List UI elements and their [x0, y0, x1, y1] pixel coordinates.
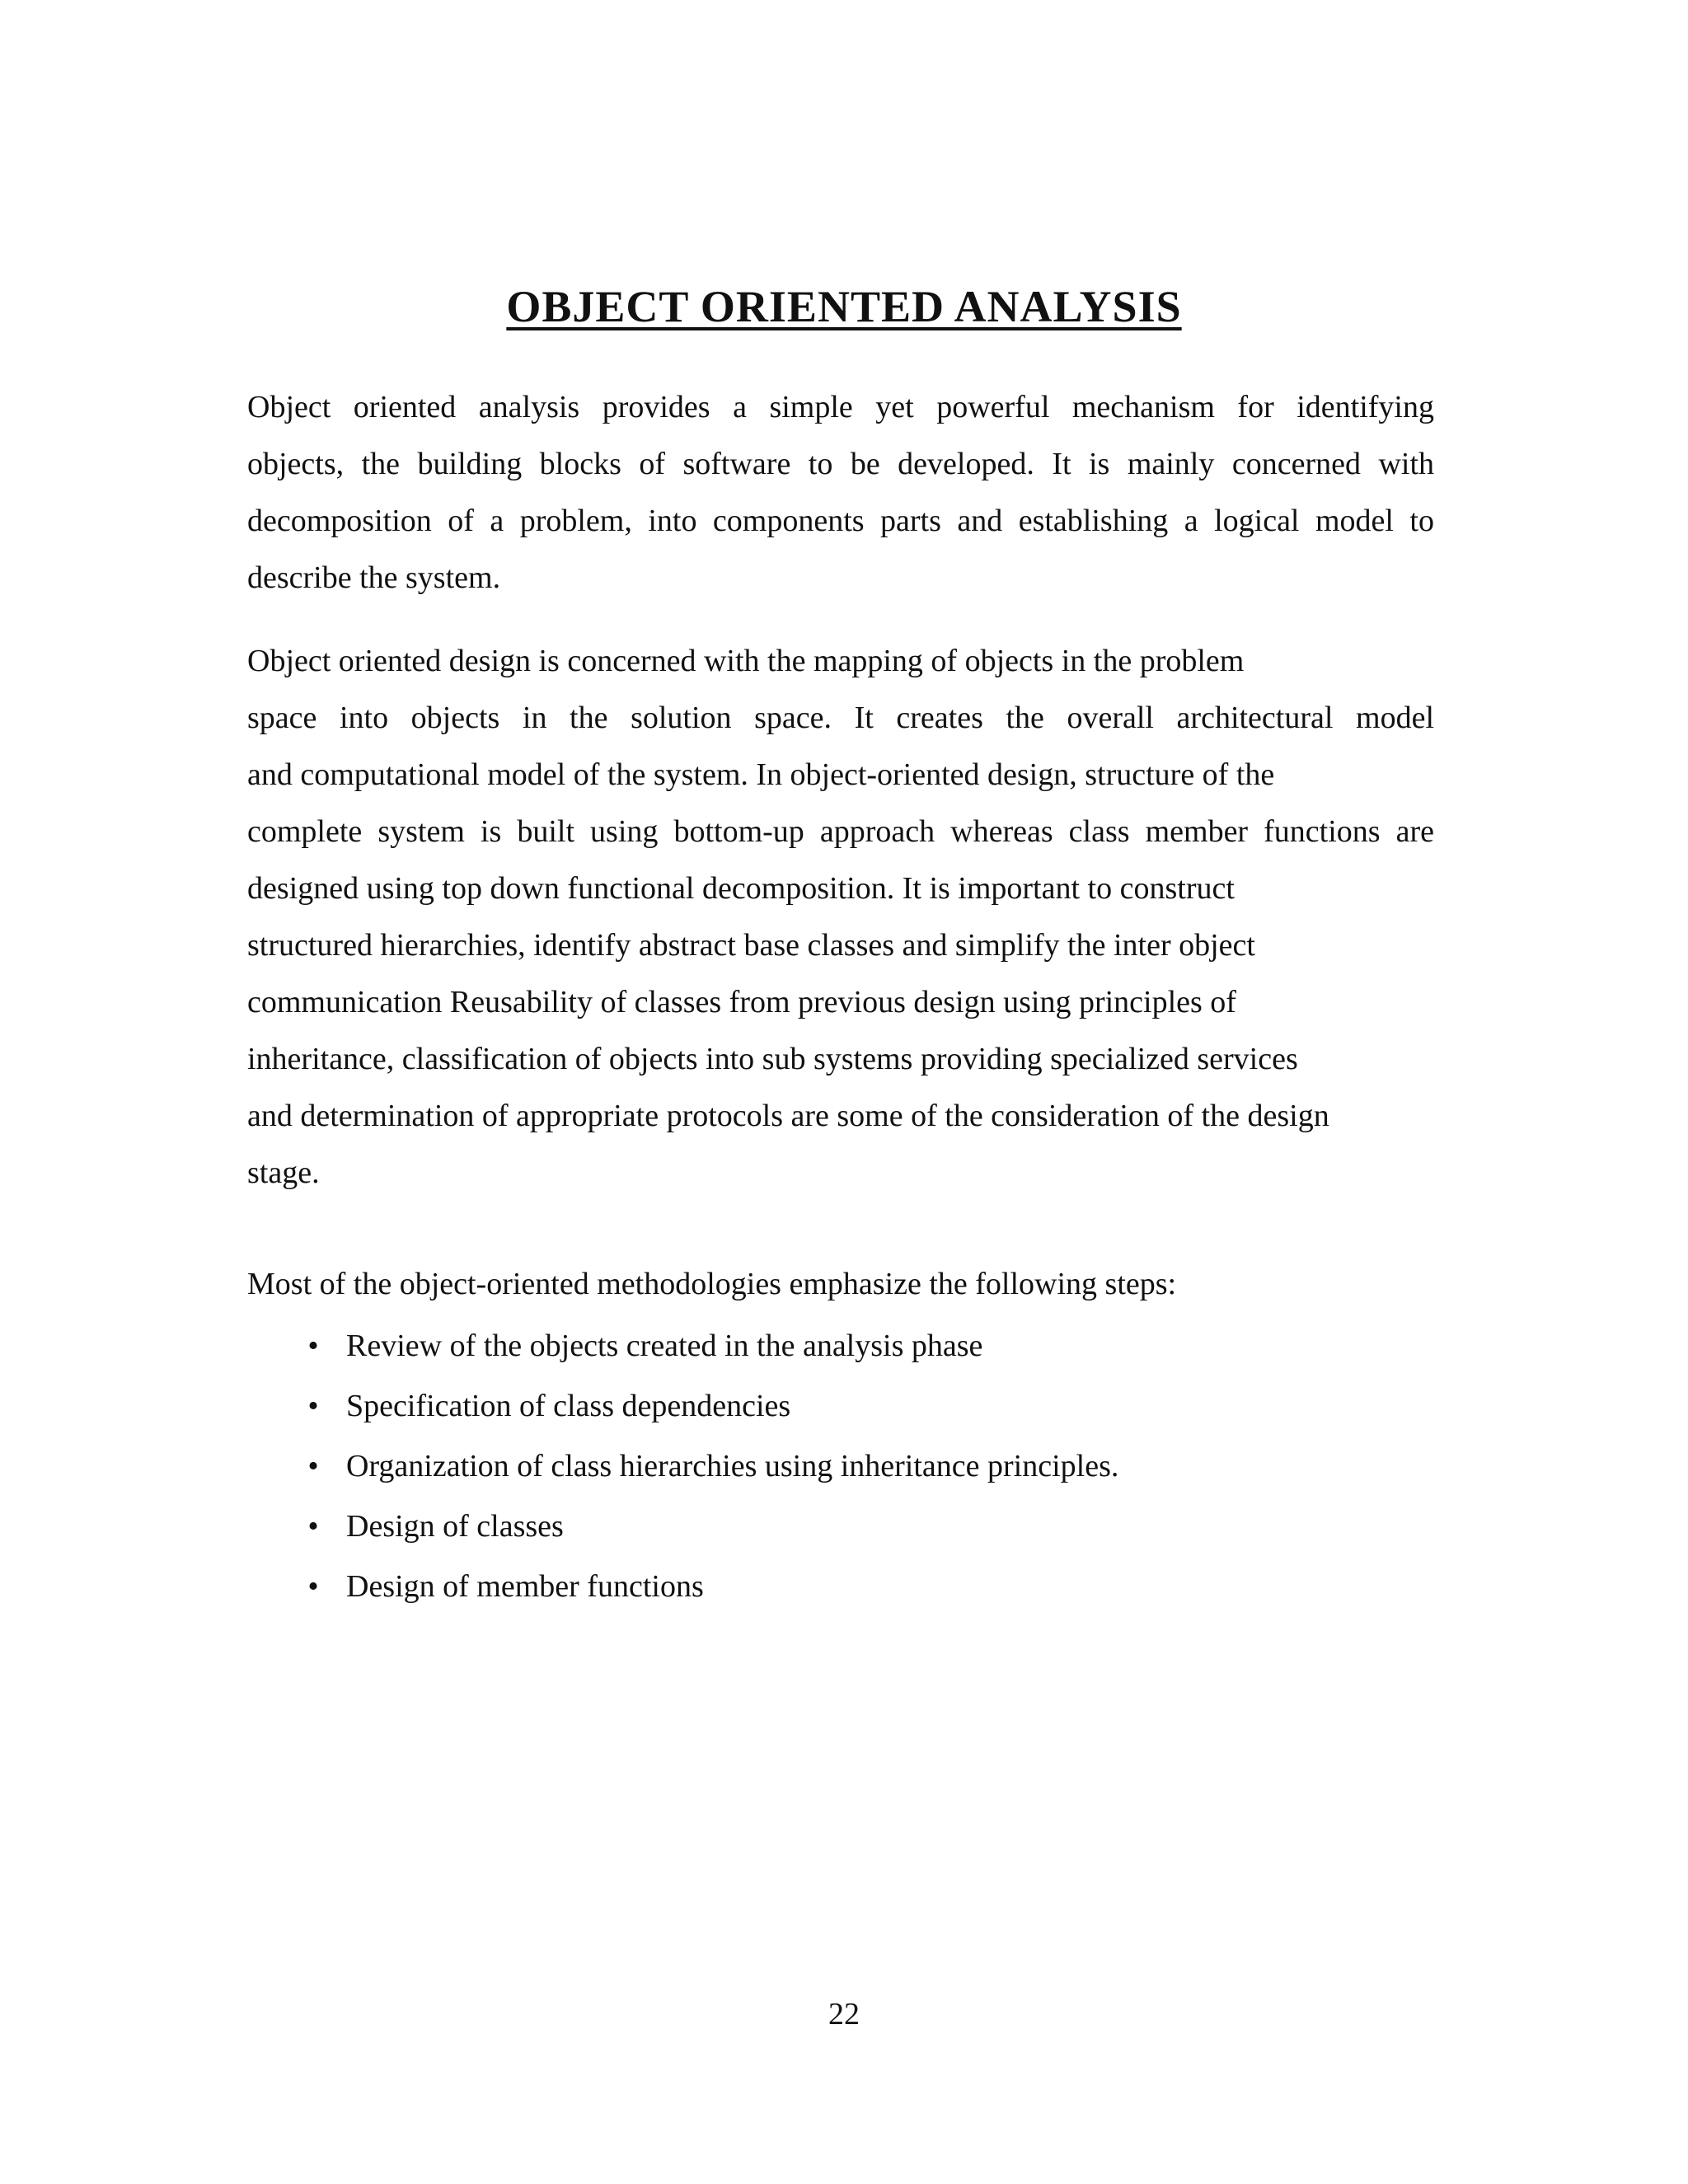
paragraph-line: and computational model of the system. In object-oriented design, structure of the [247, 757, 1275, 792]
steps-intro: Most of the object-oriented methodologies emphasize the following steps: [247, 1267, 1177, 1301]
bullet-icon: • [307, 1449, 319, 1483]
paragraph-line: designed using top down functional decomposition. It is important to construct [247, 871, 1235, 906]
bullet-icon: • [307, 1389, 319, 1423]
bullet-icon: • [307, 1509, 319, 1544]
list-item [247, 1436, 1118, 1497]
page-title [0, 280, 1688, 333]
paragraph-line: describe the system. [247, 560, 501, 595]
paragraph-line: and determination of appropriate protocols are some of the consideration of the design [247, 1099, 1329, 1133]
list-item-text: Specification of class dependencies [346, 1389, 791, 1423]
paragraph-line: Object oriented design is concerned with the mapping of objects in the problem [247, 644, 1245, 678]
list-item-text: Organization of class hierarchies using inheritance principles. [346, 1449, 1119, 1483]
paragraph-line: complete system is built using bottom-up approach whereas class member functions are [247, 814, 1434, 849]
paragraph-line: Object oriented analysis provides a simple yet powerful mechanism for identifying [247, 390, 1434, 424]
paragraph-line: inheritance, classification of objects into sub systems providing specialized services [247, 1042, 1298, 1076]
paragraph-line: objects, the building blocks of software to be developed. It is mainly concerned with [247, 447, 1434, 481]
bullet-icon: • [307, 1329, 319, 1363]
paragraph-object-oriented-analysis [247, 379, 1434, 607]
page-title-text: OBJECT ORIENTED ANALYSIS [506, 282, 1182, 331]
paragraph-line: decomposition of a problem, into components parts and establishing a logical model to [247, 504, 1434, 538]
bullet-icon: • [307, 1569, 319, 1604]
paragraph-object-oriented-design [247, 633, 1434, 1202]
list-item-text: Review of the objects created in the analysis phase [346, 1329, 983, 1363]
list-item [247, 1497, 1118, 1557]
list-item [247, 1376, 1118, 1436]
paragraph-line: stage. [247, 1155, 320, 1190]
list-item-text: Design of classes [346, 1509, 564, 1544]
paragraph-line: space into objects in the solution space. It creates the overall architectural model [247, 701, 1434, 735]
steps-list [247, 1316, 1118, 1617]
list-item [247, 1316, 1118, 1376]
list-item [247, 1557, 1118, 1617]
paragraph-line: communication Reusability of classes from previous design using principles of [247, 985, 1236, 1019]
page-number: 22 [828, 1997, 860, 2032]
paragraph-line: structured hierarchies, identify abstract base classes and simplify the inter object [247, 928, 1255, 963]
list-item-text: Design of member functions [346, 1569, 704, 1604]
